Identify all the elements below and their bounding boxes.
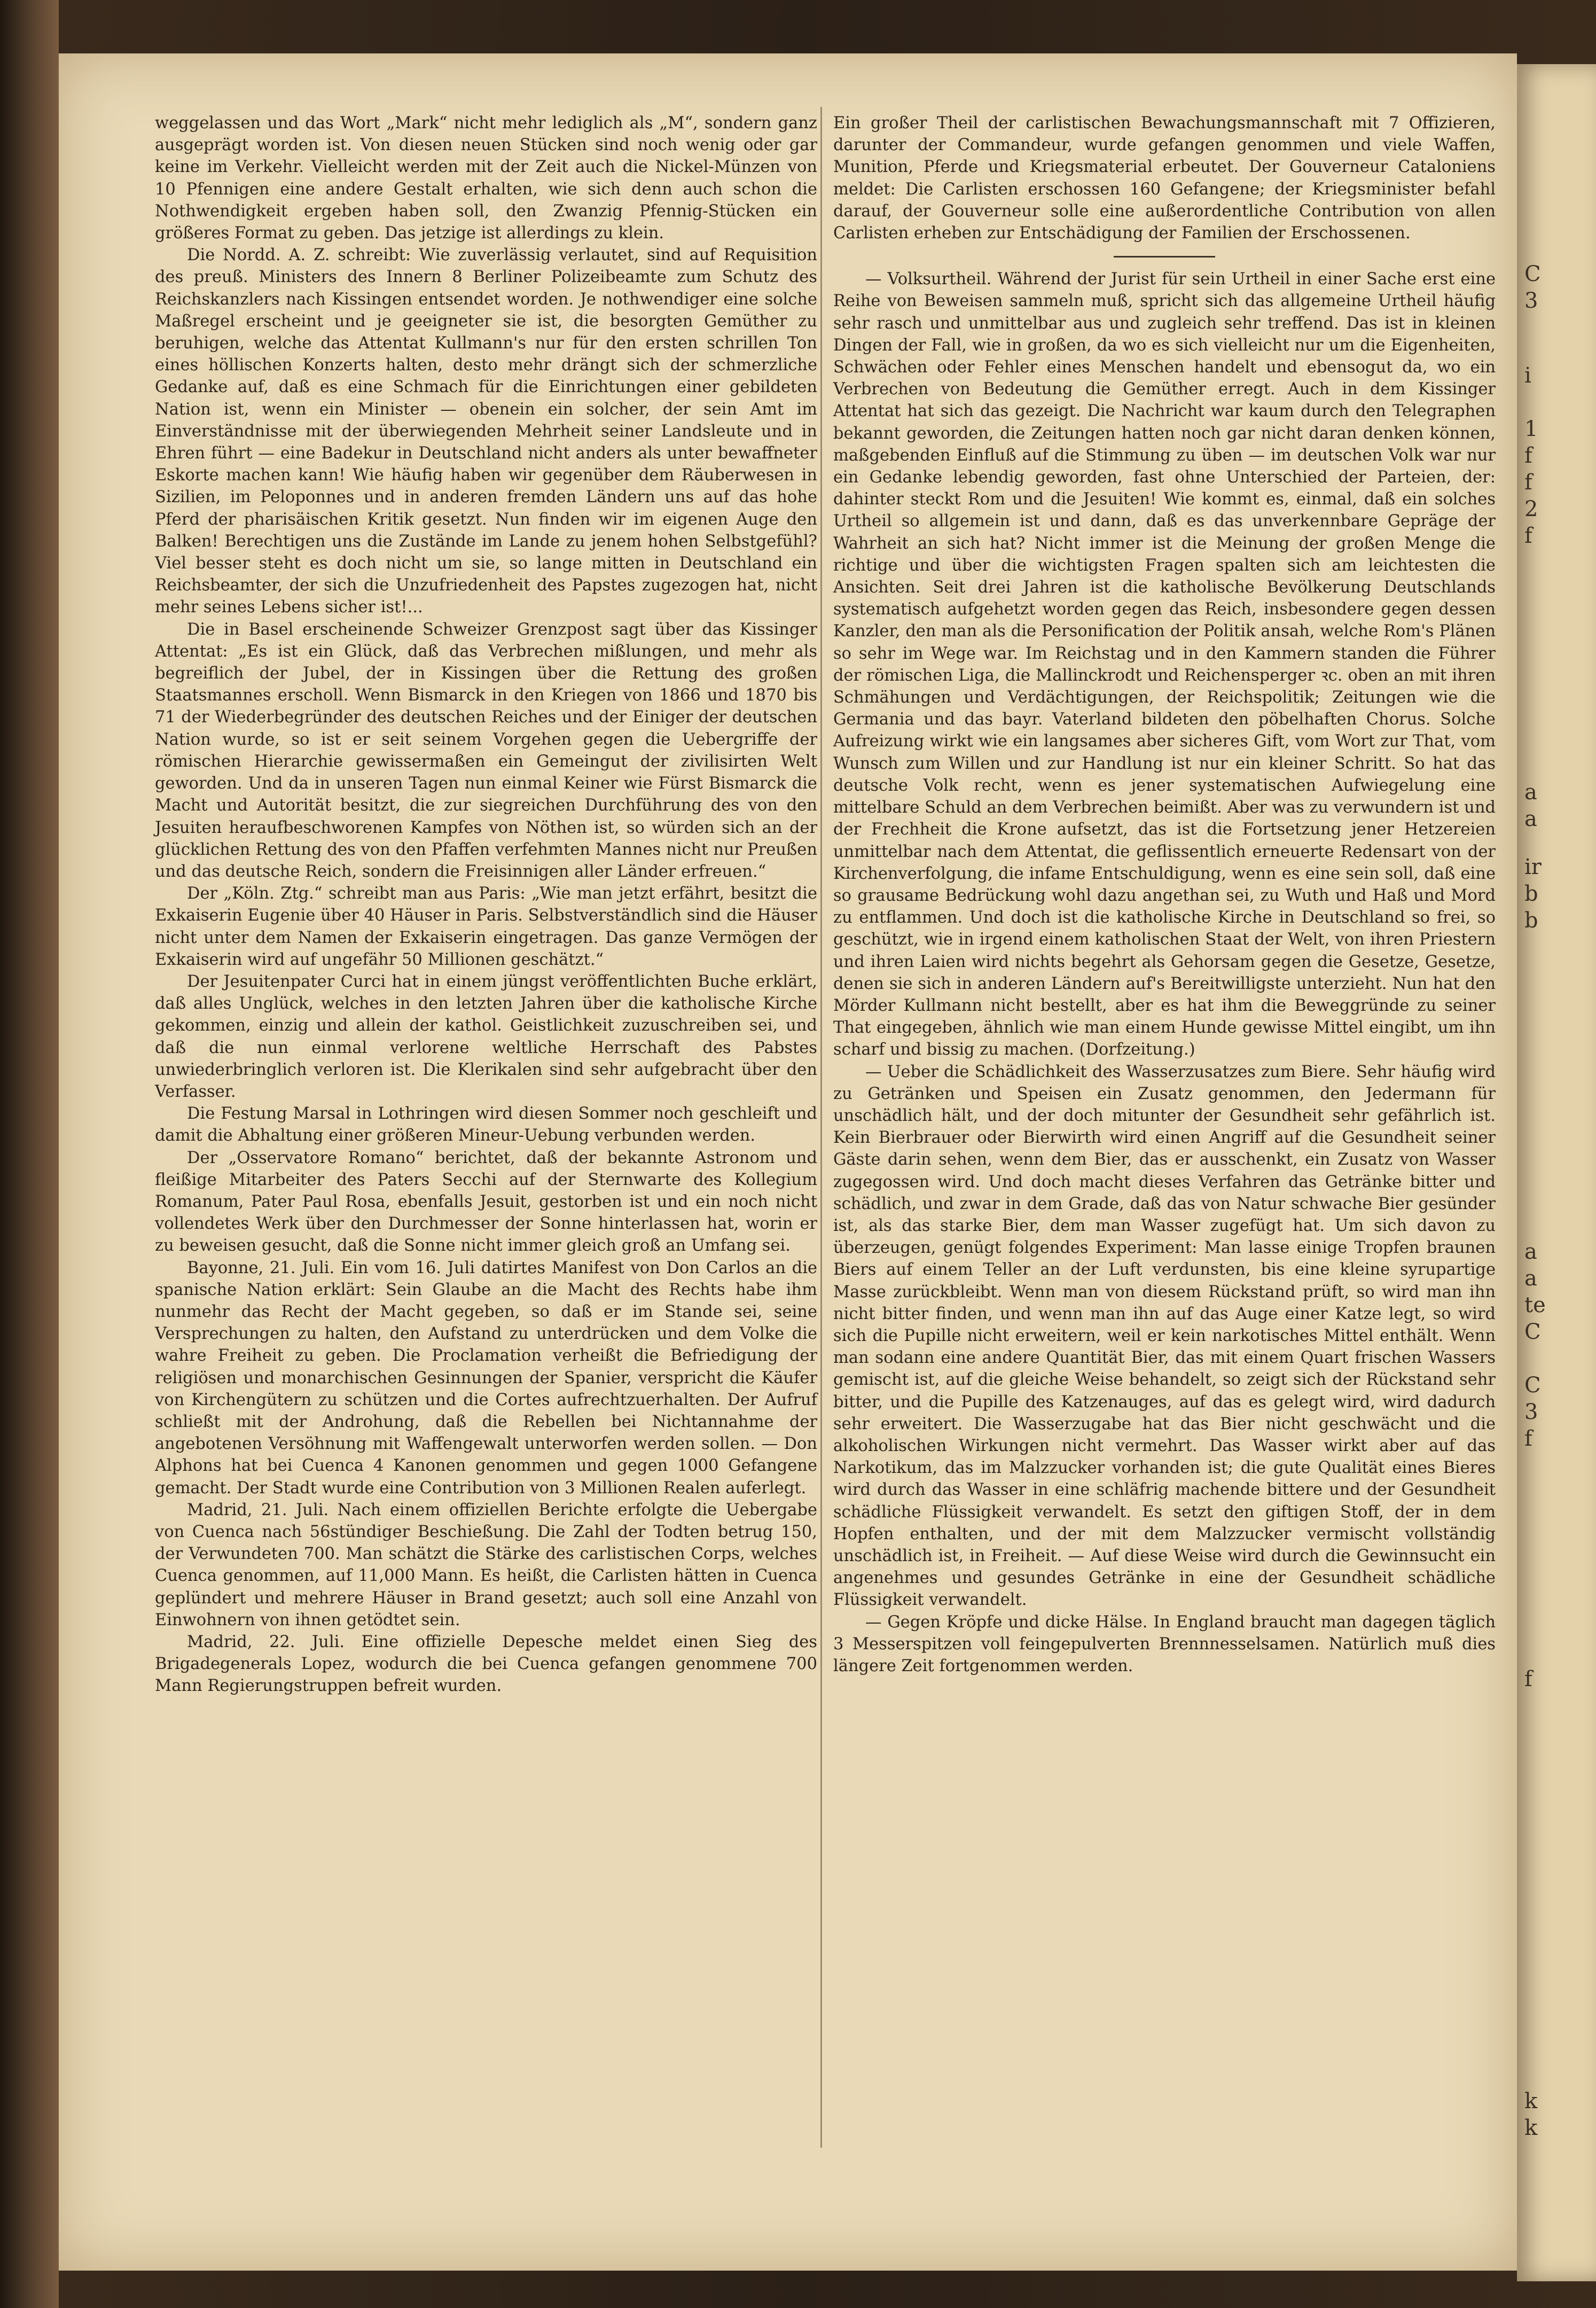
section-rule bbox=[1114, 256, 1215, 258]
left-column bbox=[155, 112, 817, 1697]
article-paragraph: Bayonne, 21. Juli. Ein vom 16. Juli datirtes Manifest von Don Carlos an die spanische Nation erklärt: Sein Glaube an die Macht des Rechts habe ihm nunmehr das Recht der Macht gegeben, so daß er im Stande sei, seine Versprechungen zu halten, den Aufstand zu unterdrücken und dem Volke die wahre Freiheit zu geben. Die Proclamation verheißt die Befriedigung der religiösen und monarchischen Gesinnungen der Spanier, verspricht die Käufer von Kirchengütern zu schützen und die Cortes aufrechtzuerhalten. Der Aufruf schließt mit der Androhung, daß die Rebellen bei Nichtannahme der angebotenen Versöhnung mit Waffengewalt unterworfen werden sollen. — Don Alphons hat bei Cuenca 4 Kanonen genommen und gegen 1000 Gefangene gemacht. Der Stadt wurde eine Contribution von 3 Millionen Realen auferlegt. bbox=[155, 1258, 817, 1498]
edge-fragment: f bbox=[1524, 470, 1532, 495]
edge-fragment: C bbox=[1524, 1320, 1541, 1344]
article-paragraph: Madrid, 21. Juli. Nach einem offiziellen Berichte erfolgte die Uebergabe von Cuenca nach 56stündiger Beschießung. Die Zahl der Todten betrug 150, der Verwundeten 700. Man schätzt die Stärke des carlistischen Corps, welches Cuenca genommen, auf 11,000 Mann. Es heißt, die Carlisten hätten in Cuenca geplündert und mehrere Häuser in Brand gesetzt; auch soll eine Anzahl von Einwohnern von ihnen getödtet sein. bbox=[155, 1500, 817, 1629]
book-binding bbox=[0, 0, 59, 2308]
edge-fragment: a bbox=[1524, 1239, 1537, 1264]
column-divider bbox=[820, 107, 822, 2148]
edge-fragment: b bbox=[1524, 908, 1538, 933]
article-paragraph: Madrid, 22. Juli. Eine offizielle Depesche meldet einen Sieg des Brigadegenerals Lopez, wodurch die bei Cuenca gefangen genommene 700 Mann Regierungstruppen befreit wurden. bbox=[155, 1633, 817, 1696]
edge-fragment: C bbox=[1524, 262, 1541, 286]
edge-fragment: k bbox=[1524, 2089, 1538, 2114]
edge-fragment: 3 bbox=[1524, 1400, 1538, 1424]
article-paragraph: — Gegen Kröpfe und dicke Hälse. In England braucht man dagegen täglich 3 Messerspitzen voll feingepulverten Brennnesselsamen. Natürlich muß dies längere Zeit fortgenommen werden. bbox=[833, 1612, 1496, 1676]
article-paragraph: weggelassen und das Wort „Mark“ nicht mehr lediglich als „M“, sondern ganz ausgeprägt worden ist. Von diesen neuen Stücken sind noch wenig oder gar keine im Verkehr. Vielleicht werden mit der Zeit auch die Nickel-Münzen von 10 Pfennigen eine andere Gestalt erhalten, wie sich denn auch schon die Nothwendigkeit ergeben haben soll, den Zwanzig Pfennig-Stücken ein größeres Format zu geben. Das jetzige ist allerdings zu klein. bbox=[155, 114, 817, 243]
article-paragraph: — Ueber die Schädlichkeit des Wasserzusatzes zum Biere. Sehr häufig wird zu Getränken und Speisen ein Zusatz genommen, den Jedermann für unschädlich hält, und der doch mitunter der Gesundheit sehr gefährlich ist. Kein Bierbrauer oder Bierwirth wird einen Angriff auf die Gesundheit seiner Gäste darin sehen, wenn dem Bier, das er ausschenkt, ein Zusatz von Wasser zugegossen wird. Und doch macht dieses Verfahren das Getränke bitter und schädlich, und zwar in dem Grade, daß das von Natur schwache Bier gesünder ist, als das starke Bier, dem man Wasser zugefügt hat. Um sich davon zu überzeugen, genügt folgendes Experiment: Man lasse einige Tropfen braunen Biers auf einem Teller an der Luft verdunsten, bis eine kleine syrupartige Masse zurückbleibt. Wenn man von diesem Rückstand prüft, so wird man ihn nicht bitter finden, und wenn man ihn auf das Auge einer Katze legt, so wird sich die Pupille nicht erweitern, weil er kein narkotisches Mittel enthält. Wenn man sodann eine andere Quantität Bier, das mit einem Quart frischen Wassers gemischt ist, auf die gleiche Weise behandelt, so zeigt sich der Rückstand sehr bitter, und die Pupille des Katzenauges, auf das es gelegt wird, wird dadurch sehr erweitert. Die Wasserzugabe hat das Bier nicht geschwächt und die alkoholischen Wirkungen nicht vermehrt. Das Wasser wirkt aber auf das Narkotikum, das im Malzzucker vorhanden ist; die gute Qualität eines Bieres wird durch das Wasser in eine schläfrig machende bittere und der Gesundheit schädliche Flüssigkeit verwandelt. Es setzt den giftigen Stoff, der in dem Hopfen enthalten, und der mit dem Malzzucker vermischt vollständig unschädlich ist, in Freiheit. — Auf diese Weise wird durch die Gewinnsucht ein angenehmes und gesundes Getränke in eine der Gesundheit schädliche Flüssigkeit verwandelt. bbox=[833, 1062, 1496, 1610]
article-paragraph: Der „Osservatore Romano“ berichtet, daß der bekannte Astronom und fleißige Mitarbeiter des Paters Secchi auf der Sternwarte des Kollegium Romanum, Pater Paul Rosa, ebenfalls Jesuit, gestorben ist und ein noch nicht vollendetes Werk über den Durchmesser der Sonne hinterlassen hat, worin er zu beweisen gesucht, daß die Sonne nicht immer gleich groß an Umfang sei. bbox=[155, 1148, 817, 1256]
edge-fragment: b bbox=[1524, 882, 1538, 906]
right-column bbox=[833, 112, 1496, 1677]
article-paragraph: Die Nordd. A. Z. schreibt: Wie zuverlässig verlautet, sind auf Requisition des preuß. Ministers des Innern 8 Berliner Polizeibeamte zum Schutz des Reichskanzlers nach Kissingen entsendet worden. Je nothwendiger eine solche Maßregel erscheint und je geeigneter sie ist, die besorgten Gemüther zu beruhigen, welche das Attentat Kullmann's nur für den ersten schrillen Ton eines höllischen Konzerts halten, desto mehr drängt sich der schmerzliche Gedanke auf, daß es eine Schmach für die Einrichtungen einer gebildeten Nation ist, wenn ein Minister — obenein ein solcher, der sein Amt im Einverständnisse mit der überwiegenden Mehrheit seiner Landsleute und in Ehren führt — eine Badekur in Deutschland nicht anders als unter bewaffneter Eskorte machen kann! Wie häufig haben wir gegenüber dem Räuberwesen in Sizilien, im Peloponnes und in anderen fremden Ländern uns auf das hohe Pferd der pharisäischen Kritik gesetzt. Nun finden wir im eigenen Auge den Balken! Berechtigen uns die Zustände im Lande zu jenem hohen Selbstgefühl? Viel besser steht es doch nicht um sie, so lange mitten in Deutschland ein Reichsbeamter, der sich die Unzufriedenheit des Papstes zugezogen hat, nicht mehr seines Lebens sicher ist!... bbox=[155, 246, 817, 617]
article-paragraph: Die in Basel erscheinende Schweizer Grenzpost sagt über das Kissinger Attentat: „Es ist ein Glück, daß das Verbrechen mißlungen, und mehr als begreiflich der Jubel, der in Kissingen über die Rettung des großen Staatsmannes erscholl. Wenn Bismarck in den Kriegen von 1866 und 1870 bis 71 der Wiederbegründer des deutschen Reiches und der Einiger der deutschen Nation wurde, so ist er seit seinem Vorgehen gegen die Uebergriffe der römischen Hierarchie gewissermaßen ein Gemeingut der zivilisirten Welt geworden. Und da in unseren Tagen nun einmal Keiner wie Fürst Bismarck die Macht und Autorität besitzt, die zur siegreichen Durchführung des von den Jesuiten heraufbeschworenen Kampfes von Nöthen ist, so würden sich an der glücklichen Rettung des von den Pfaffen verfehmten Mannes nicht nur Preußen und das deutsche Reich, sondern die Freisinnigen aller Länder erfreuen.“ bbox=[155, 620, 817, 881]
article-paragraph: — Volksurtheil. Während der Jurist für sein Urtheil in einer Sache erst eine Reihe von Beweisen sammeln muß, spricht sich das allgemeine Urtheil häufig sehr rasch und unmittelbar aus und zugleich sehr treffend. Das ist in kleinen Dingen der Fall, wie in großen, da wo es sich vielleicht nur um die Eigenheiten, Schwächen oder Fehler eines Menschen handelt und ebensogut da, wo ein Verbrechen von Bedeutung die Gemüther erregt. Auch in dem Kissinger Attentat hat sich das gezeigt. Die Nachricht war kaum durch den Telegraphen bekannt geworden, die Zeitungen hatten noch gar nicht daran denken können, maßgebenden Einfluß auf die Stimmung zu üben — im deutschen Volk war nur ein Gedanke lebendig geworden, fast ohne Unterschied der Parteien, der: dahinter steckt Rom und die Jesuiten! Wie kommt es, einmal, daß ein solches Urtheil so allgemein ist und dann, daß es das unverkennbare Gepräge der Wahrheit an sich hat? Nicht immer ist die Meinung der großen Menge die richtige und über die wichtigsten Fragen spalten sich am leichtesten die Ansichten. Seit drei Jahren ist die katholische Bevölkerung Deutschlands systematisch aufgehetzt worden gegen das Reich, insbesondere gegen dessen Kanzler, den man als die Personification der Politik ansah, welche Rom's Plänen so sehr im Wege war. Im Reichstag und in den Kammern standen die Führer der römischen Liga, die Mallinckrodt und Reichensperger ꝛc. oben an mit ihren Schmähungen und Verdächtigungen, der Reichspolitik; Zeitungen wie die Germania und das bayr. Vaterland bildeten den pöbelhaften Chorus. Solche Aufreizung wirkt wie ein langsames aber sicheres Gift, vom Wort zur That, vom Wunsch zum Willen und zur Handlung ist nur ein kleiner Schritt. So hat das deutsche Volk recht, wenn es jener systematischen Aufwiegelung eine mittelbare Schuld an dem Verbrechen beimißt. Aber was zu verwundern ist und der Frechheit die Krone aufsetzt, das ist die Fortsetzung jener Hetzereien unmittelbar nach dem Attentat, die geflissentlich erneuerte Redensart von der Kirchenverfolgung, die infame Entschuldigung, wenn es eine sein soll, daß eine so grausame Bedrückung wohl dazu angethan sei, zu Wuth und Haß und Mord zu entflammen. Und doch ist die katholische Kirche in Deutschland so frei, so geschützt, wie in irgend einem katholischen Staat der Welt, von ihren Priestern und ihren Laien wird nichts begehrt als Gehorsam gegen die Gesetze, Gesetze, denen sie sich in anderen Ländern auf's Bereitwilligste unterzieht. Nun hat den Mörder Kullmann nicht bestellt, aber es hat ihm die Beweggründe zu seiner That eingegeben, ähnlich wie man einem Hunde gewisse Mittel eingibt, um ihn scharf und bissig zu machen. (Dorfzeitung.) bbox=[833, 270, 1496, 1059]
article-paragraph: Die Festung Marsal in Lothringen wird diesen Sommer noch geschleift und damit die Abhaltung einer größeren Mineur-Uebung verbunden werden. bbox=[155, 1104, 817, 1145]
edge-fragment: 3 bbox=[1524, 288, 1538, 313]
edge-fragment: f bbox=[1524, 1426, 1532, 1451]
edge-fragment: k bbox=[1524, 2116, 1538, 2140]
edge-fragment: a bbox=[1524, 1266, 1537, 1291]
edge-fragment: i bbox=[1524, 363, 1531, 388]
article-paragraph: Der Jesuitenpater Curci hat in einem jüngst veröffentlichten Buche erklärt, daß alles Unglück, welches in den letzten Jahren über die katholische Kirche gekommen, einzig und allein der kathol. Geistlichkeit zuzuschreiben sei, und daß die nun einmal verlorene weltliche Herrschaft des Pabstes unwiederbringlich verloren ist. Die Klerikalen sind sehr aufgebracht über den Verfasser. bbox=[155, 972, 817, 1101]
article-paragraph: Der „Köln. Ztg.“ schreibt man aus Paris: „Wie man jetzt erfährt, besitzt die Exkaiserin Eugenie über 40 Häuser in Paris. Selbstverständlich sind die Häuser nicht unter dem Namen der Exkaiserin eingetragen. Das ganze Vermögen der Exkaiserin wird auf ungefähr 50 Millionen geschätzt.“ bbox=[155, 884, 817, 969]
edge-fragment: a bbox=[1524, 807, 1537, 831]
edge-fragment: te bbox=[1524, 1293, 1546, 1317]
edge-fragment: 1 bbox=[1524, 417, 1538, 441]
edge-fragment: f bbox=[1524, 443, 1532, 468]
edge-fragment: a bbox=[1524, 780, 1537, 805]
article-paragraph: Ein großer Theil der carlistischen Bewachungsmannschaft mit 7 Offizieren, darunter der Commandeur, wurde gefangen genommen und viele Waffen, Munition, Pferde und Kriegsmaterial erbeutet. Der Gouverneur Cataloniens meldet: Die Carlisten erschossen 160 Gefangene; der Kriegsminister befahl darauf, der Gouverneur solle eine außerordentliche Contribution von allen Carlisten erheben zur Entschädigung der Familien der Erschossenen. bbox=[833, 114, 1496, 243]
next-page-edge bbox=[1517, 64, 1596, 2281]
edge-fragment: ir bbox=[1524, 855, 1542, 879]
edge-fragment: f bbox=[1524, 1667, 1532, 1691]
edge-fragment: C bbox=[1524, 1373, 1541, 1398]
edge-fragment: f bbox=[1524, 524, 1532, 548]
edge-fragment: 2 bbox=[1524, 497, 1538, 521]
